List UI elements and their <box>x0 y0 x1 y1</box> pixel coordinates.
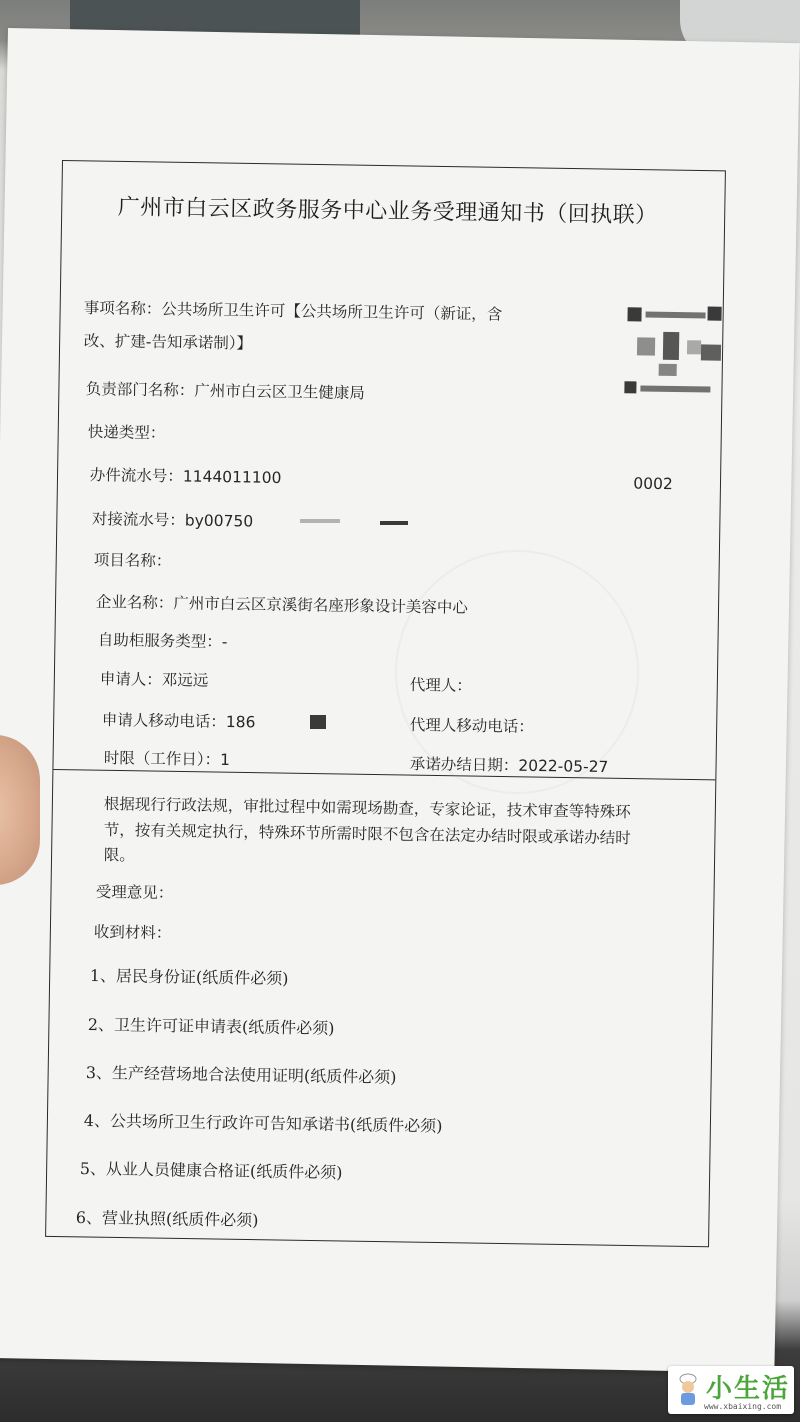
case-number-end: 0002 <box>633 474 673 494</box>
delivery-type-field: 快递类型： <box>87 422 166 443</box>
project-name-field: 项目名称： <box>93 550 172 571</box>
redaction-mark <box>380 521 408 525</box>
notice-line-2: 节，按有关规定执行，特殊环节所需时限不包含在法定办结时限或承诺办结时 <box>103 820 631 848</box>
material-item: 3、生产经营场地合法使用证明(纸质件必须) <box>85 1062 397 1087</box>
time-limit-field: 时限（工作日）：1 <box>103 748 231 769</box>
chef-icon <box>674 1372 702 1406</box>
dock-number-start: by00750 <box>184 511 254 531</box>
agent-field: 代理人： <box>409 675 472 695</box>
dock-number-field <box>92 507 254 532</box>
redaction-smudge <box>300 519 340 523</box>
agent-phone-field: 代理人移动电话： <box>409 715 534 736</box>
material-item: 2、卫生许可证申请表(纸质件必须) <box>87 1014 335 1038</box>
applicant-phone-field <box>102 708 256 732</box>
department-field: 负责部门名称：广州市白云区卫生健康局 <box>85 379 365 403</box>
opinion-label: 受理意见： <box>95 882 174 903</box>
notice-line-1: 根据现行行政法规，审批过程中如需现场勘查，专家论证，技术审查等特殊环 <box>103 794 631 822</box>
applicant-phone-start: 186 <box>225 712 256 732</box>
case-number-label: 办件流水号： <box>89 465 183 486</box>
redaction-mark-phone <box>310 715 326 729</box>
section-divider <box>53 769 715 780</box>
material-item: 1、居民身份证(纸质件必须) <box>89 965 289 989</box>
case-number-start: 1144011100 <box>182 467 282 488</box>
document-title: 广州市白云区政务服务中心业务受理通知书（回执联） <box>117 194 658 229</box>
material-item: 5、从业人员健康合格证(纸质件必须) <box>79 1158 343 1183</box>
watermark-brand: 小生活 <box>706 1374 791 1404</box>
company-field: 企业名称：广州市白云区京溪街名座形象设计美容中心 <box>95 592 468 617</box>
promised-date-field: 承诺办结日期：2022-05-27 <box>409 754 609 777</box>
materials-label: 收到材料： <box>93 922 172 943</box>
notice-line-3: 限。 <box>103 845 135 865</box>
qr-code <box>624 299 726 403</box>
material-item: 4、公共场所卫生行政许可告知承诺书(纸质件必须) <box>83 1110 443 1136</box>
applicant-phone-label: 申请人移动电话： <box>101 710 226 731</box>
item-name-line-2: 改、扩建-告知承诺制）】 <box>83 331 253 353</box>
kiosk-type-field: 自助柜服务类型：- <box>97 630 228 652</box>
watermark-logo <box>668 1366 794 1414</box>
dock-number-label: 对接流水号： <box>91 509 185 530</box>
watermark-url: www.xbaixing.com <box>704 1402 782 1411</box>
applicant-field: 申请人：邓远远 <box>99 669 209 690</box>
item-name-line-1: 事项名称：公共场所卫生许可【公共场所卫生许可（新证，含 <box>83 298 503 324</box>
material-item: 6、营业执照(纸质件必须) <box>75 1207 259 1230</box>
